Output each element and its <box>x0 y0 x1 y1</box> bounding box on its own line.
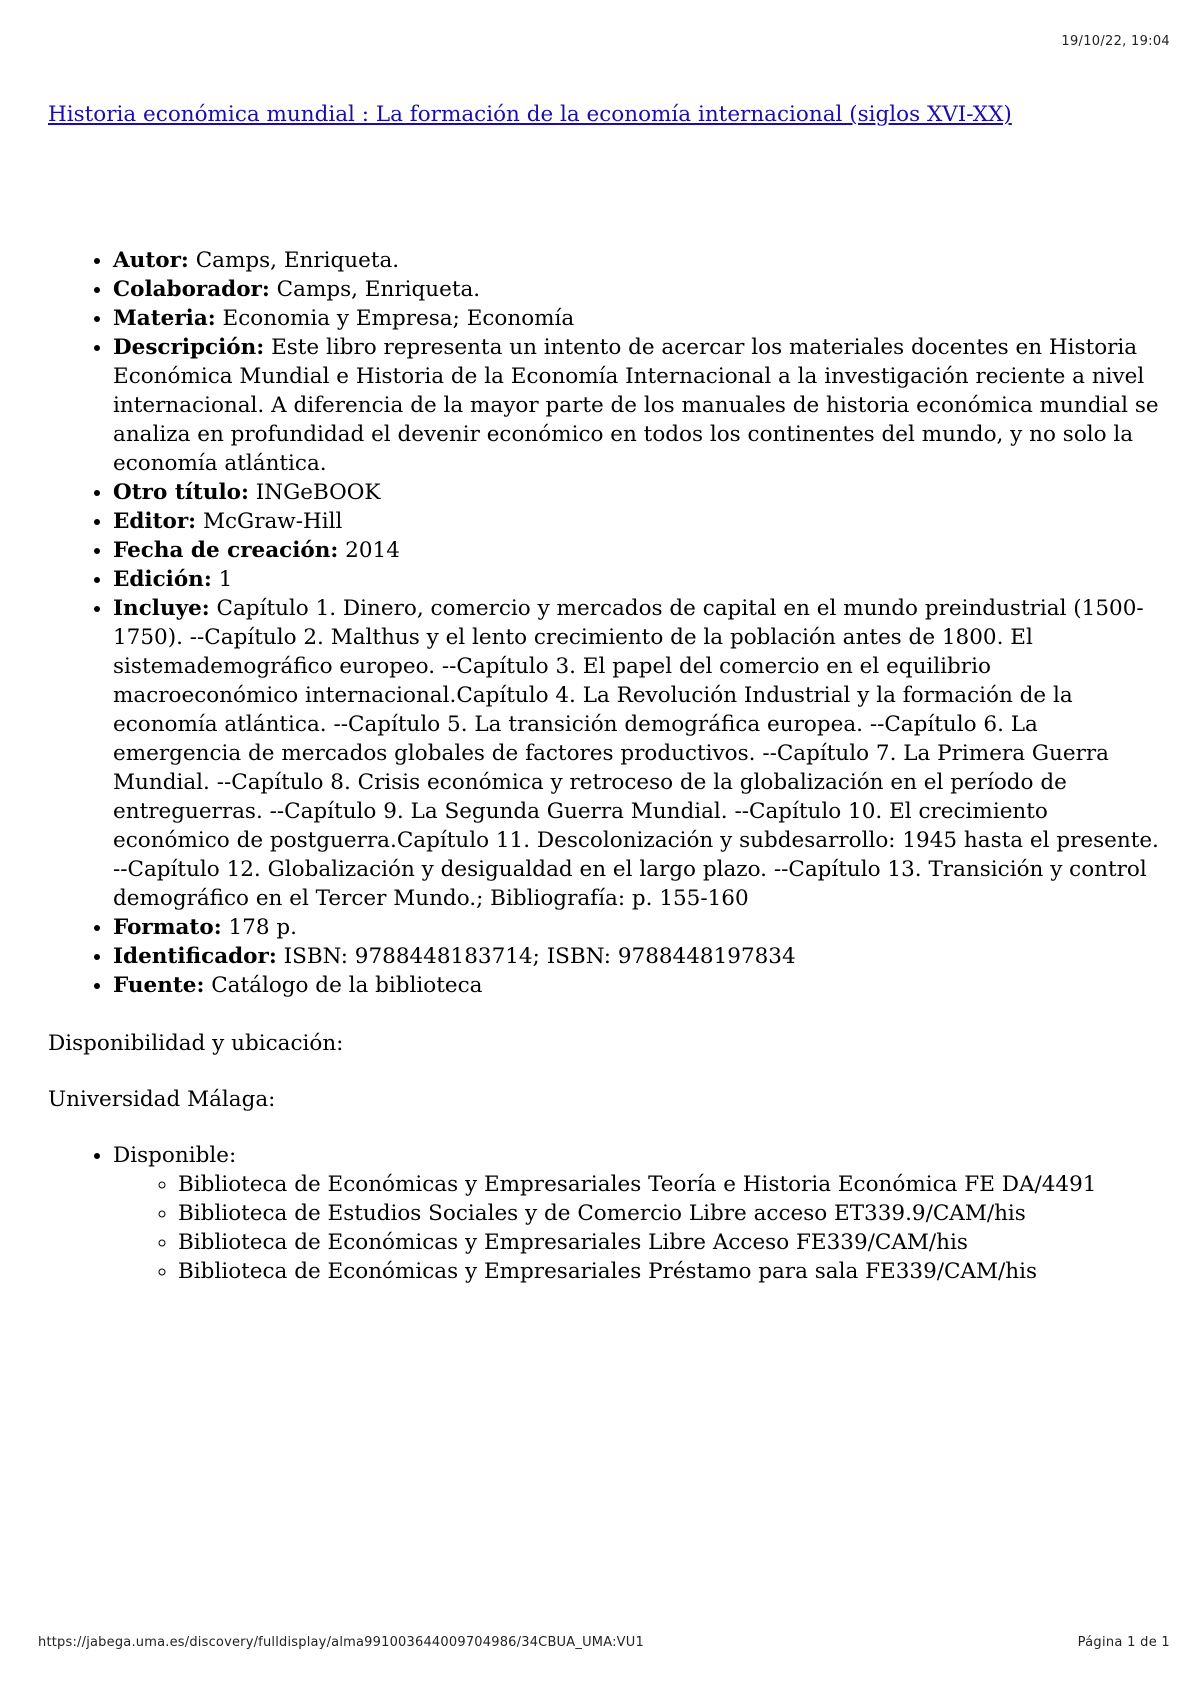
field-contributor <box>113 275 1170 304</box>
field-label: Descripción: <box>113 335 265 360</box>
location-item: ◦ Biblioteca de Económicas y Empresariales Teoría e Historia Económica FE DA/4491 <box>178 1170 1170 1199</box>
field-label: Editor: <box>113 509 197 534</box>
location-list <box>113 1170 1170 1286</box>
field-value: ISBN: 9788448183714; ISBN: 9788448197834 <box>283 944 796 969</box>
field-description <box>113 333 1170 478</box>
field-value: Camps, Enriqueta. <box>276 277 481 302</box>
field-edition <box>113 565 1170 594</box>
field-label: Autor: <box>113 248 189 273</box>
field-author <box>113 246 1170 275</box>
field-label: Colaborador: <box>113 277 270 302</box>
field-format <box>113 913 1170 942</box>
field-identifier <box>113 942 1170 971</box>
location-item: ◦ Biblioteca de Económicas y Empresariales Libre Acceso FE339/CAM/his <box>178 1228 1170 1257</box>
field-value: Este libro representa un intento de acercar los materiales docentes en Historia Económica Mundial e Historia de la Economía Internacional a la investigación reciente a nivel internacional. A diferencia de la mayor parte de los manuales de historia económica mundial se analiza en profundidad el devenir económico en todos los continentes del mundo, y no solo la economía atlántica. <box>113 335 1159 476</box>
field-label: Edición: <box>113 567 212 592</box>
field-value: 1 <box>218 567 233 592</box>
holdings-list <box>48 1141 1170 1286</box>
field-value: Catálogo de la biblioteca <box>211 973 483 998</box>
field-label: Incluye: <box>113 596 210 621</box>
field-value: Capítulo 1. Dinero, comercio y mercados de capital en el mundo preindustrial (1500-1750). --Capítulo 2. Malthus y el lento crecimiento de la población antes de 1800. El sistemademográfico europeo. --Capítulo 3. El papel del comercio en el equilibrio macroeconómico internacional.Capítulo 4. La Revolución Industrial y la formación de la economía atlántica. --Capítulo 5. La transición demográfica europea. --Capítulo 6. La emergencia de mercados globales de factores productivos. --Capítulo 7. La Primera Guerra Mundial. --Capítulo 8. Crisis económica y retroceso de la globalización en el período de entreguerras. --Capítulo 9. La Segunda Guerra Mundial. --Capítulo 10. El crecimiento económico de postguerra.Capítulo 11. Descolonización y subdesarrollo: 1945 hasta el presente. --Capítulo 12. Globalización y desigualdad en el largo plazo. --Capítulo 13. Transición y control demográfico en el Tercer Mundo.; Bibliografía: p. 155-160 <box>113 596 1159 911</box>
print-header-datetime: 19/10/22, 19:04 <box>1061 34 1170 49</box>
field-label: Fuente: <box>113 973 205 998</box>
field-contents <box>113 594 1170 913</box>
field-creation-date <box>113 536 1170 565</box>
print-footer-page-number: Página 1 de 1 <box>1077 1635 1170 1650</box>
record-title-link[interactable]: Historia económica mundial : La formación de la economía internacional (siglos XVI-XX) <box>48 102 1012 127</box>
availability-heading: Disponibilidad y ubicación: <box>48 1031 344 1056</box>
field-value: 178 p. <box>228 915 297 940</box>
field-publisher <box>113 507 1170 536</box>
record-content <box>48 100 1170 1286</box>
field-subject <box>113 304 1170 333</box>
field-value: Camps, Enriqueta. <box>195 248 400 273</box>
field-source <box>113 971 1170 1000</box>
field-label: Materia: <box>113 306 216 331</box>
field-value: McGraw-Hill <box>202 509 343 534</box>
field-value: INGeBOOK <box>255 480 381 505</box>
record-fields-list <box>48 246 1170 1000</box>
field-label: Identificador: <box>113 944 277 969</box>
field-value: 2014 <box>345 538 400 563</box>
field-label: Otro título: <box>113 480 249 505</box>
availability-status <box>113 1141 1170 1286</box>
location-item: ◦ Biblioteca de Económicas y Empresariales Préstamo para sala FE339/CAM/his <box>178 1257 1170 1286</box>
institution-name: Universidad Málaga: <box>48 1087 276 1112</box>
location-item: ◦ Biblioteca de Estudios Sociales y de Comercio Libre acceso ET339.9/CAM/his <box>178 1199 1170 1228</box>
field-label: Fecha de creación: <box>113 538 339 563</box>
field-label: Formato: <box>113 915 222 940</box>
availability-status-label: Disponible: <box>113 1143 237 1168</box>
field-value: Economia y Empresa; Economía <box>222 306 575 331</box>
field-other-title <box>113 478 1170 507</box>
print-footer-url: https://jabega.uma.es/discovery/fulldisplay/alma991003644009704986/34CBUA_UMA:VU1 <box>38 1635 644 1650</box>
